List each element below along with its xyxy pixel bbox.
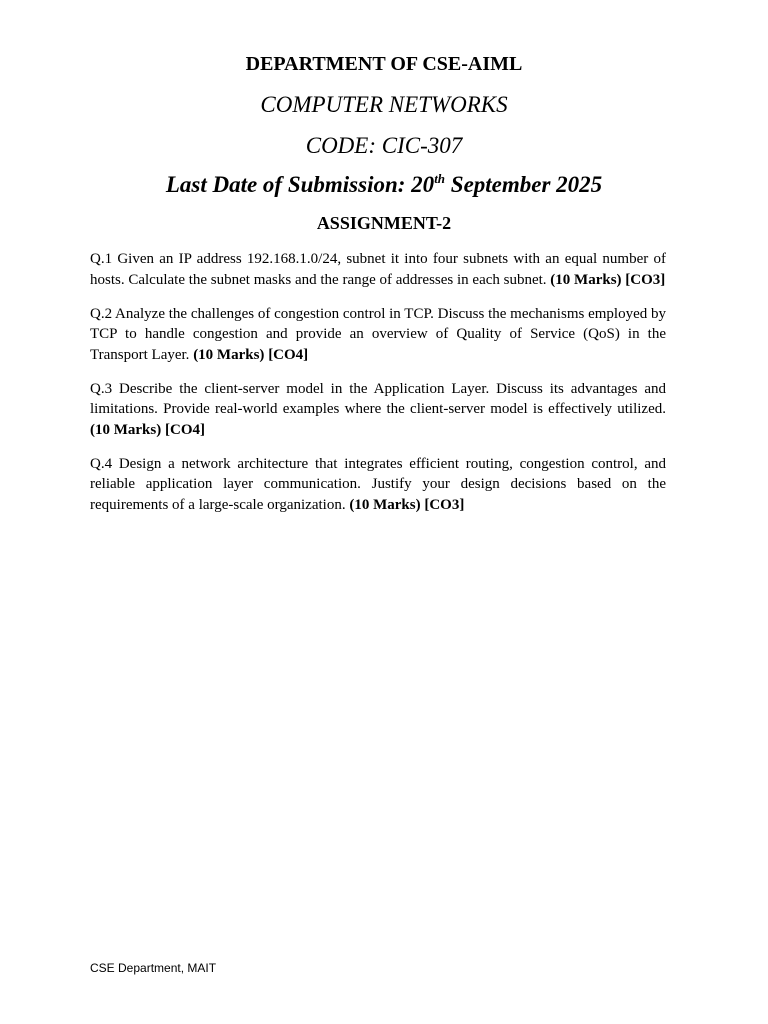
question-course-outcome: [CO4] bbox=[165, 421, 205, 438]
question-marks: (10 Marks) bbox=[193, 346, 265, 363]
question-marks: (10 Marks) bbox=[90, 421, 162, 438]
question-2 bbox=[90, 304, 666, 366]
question-text: Q.2 Analyze the challenges of congestion control in TCP. Discuss the mechanisms employed by TCP to handle congestion and provide an overview of Quality of Service (QoS) in the Transport Layer. bbox=[90, 305, 666, 363]
course-code: CODE: CIC-307 bbox=[305, 133, 463, 158]
question-list bbox=[90, 249, 666, 529]
submission-deadline bbox=[0, 172, 768, 198]
question-course-outcome: [CO3] bbox=[625, 271, 666, 288]
department-heading: DEPARTMENT OF CSE-AIML bbox=[245, 53, 523, 75]
subject-title: COMPUTER NETWORKS bbox=[260, 92, 508, 117]
question-4 bbox=[90, 454, 666, 516]
question-text: Q.1 Given an IP address 192.168.1.0/24, subnet it into four subnets with an equal number of hosts. Calculate the subnet masks and the range of addresses in each subnet. bbox=[90, 251, 666, 288]
question-1 bbox=[90, 249, 666, 290]
deadline-prefix: Last Date of Submission: 20 bbox=[165, 172, 435, 197]
question-course-outcome: [CO3] bbox=[424, 496, 465, 513]
deadline-ordinal: th bbox=[434, 171, 446, 186]
question-marks: (10 Marks) bbox=[550, 271, 622, 288]
deadline-suffix: September 2025 bbox=[445, 172, 603, 197]
assignment-title: ASSIGNMENT-2 bbox=[316, 213, 452, 233]
question-text: Q.4 Design a network architecture that integrates efficient routing, congestion control, and reliable application layer communication. Justify your design decisions based on the requirements of a large-scale organization. bbox=[90, 455, 666, 513]
page-footer: CSE Department, MAIT bbox=[90, 961, 217, 975]
question-text: Q.3 Describe the client-server model in the Application Layer. Discuss its advantages and limitations. Provide real-world examples where the client-server model is effectively utilized. bbox=[90, 380, 666, 417]
question-3 bbox=[90, 379, 666, 441]
question-marks: (10 Marks) bbox=[349, 496, 421, 513]
question-course-outcome: [CO4] bbox=[268, 346, 309, 363]
